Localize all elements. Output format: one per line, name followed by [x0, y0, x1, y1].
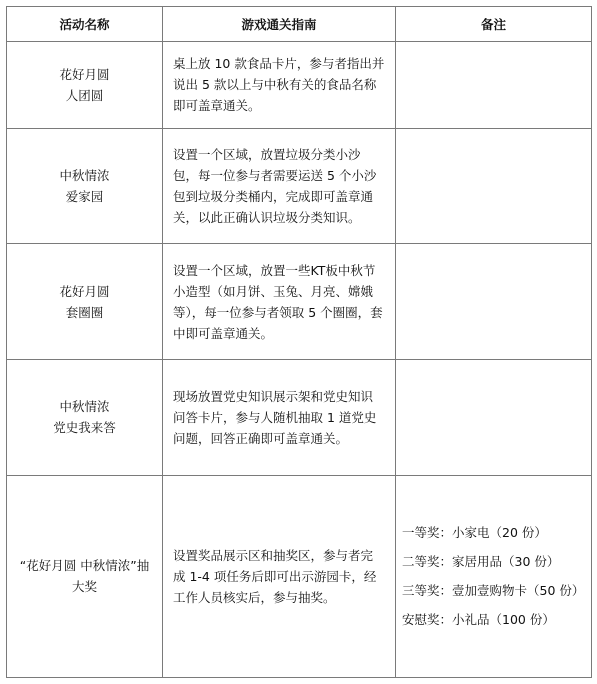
- activity-name-line: 套圈圈: [65, 304, 104, 320]
- activity-name-line: “花好月圆 中秋情浓”抽: [19, 558, 150, 574]
- game-guide-cell: 现场放置党史知识展示架和党史知识问答卡片，参与人随机抽取 1 道党史问题，回答正确即可盖章通关。: [163, 359, 396, 475]
- activity-name-cell: [7, 359, 163, 475]
- activity-name-cell: [7, 128, 163, 244]
- activity-name-cell: [7, 42, 163, 129]
- remarks-cell: [396, 128, 592, 244]
- activity-name-line: 中秋情浓: [59, 168, 110, 184]
- activity-name-line: 爱家园: [65, 189, 104, 205]
- activity-name-line: 花好月圆: [59, 283, 110, 299]
- game-guide-cell: 桌上放 10 款食品卡片，参与者指出并说出 5 款以上与中秋有关的食品名称即可盖章通关。: [163, 42, 396, 129]
- activity-name-cell: [7, 244, 163, 360]
- table-row: [7, 42, 592, 129]
- activity-name-cell: [7, 475, 163, 677]
- prize-third: 三等奖：壹加壹购物卡（50 份）: [402, 583, 585, 599]
- table-row: [7, 475, 592, 677]
- header-activity-name: 活动名称: [7, 7, 163, 42]
- activity-name-line: 中秋情浓: [59, 399, 110, 415]
- remarks-cell: [396, 359, 592, 475]
- activity-name-line: 大奖: [71, 579, 97, 595]
- table-row: [7, 128, 592, 244]
- prize-second: 二等奖：家居用品（30 份）: [402, 554, 560, 570]
- activity-name-line: 党史我来答: [53, 420, 116, 436]
- game-guide-cell: 设置奖品展示区和抽奖区，参与者完成 1-4 项任务后即可出示游园卡，经工作人员核实后，参与抽奖。: [163, 475, 396, 677]
- activity-name-line: 人团圆: [65, 87, 104, 103]
- remarks-cell: [396, 475, 592, 677]
- table-row: [7, 359, 592, 475]
- prize-first: 一等奖：小家电（20 份）: [402, 525, 547, 541]
- game-guide-cell: 设置一个区域，放置垃圾分类小沙包，每一位参与者需要运送 5 个小沙包到垃圾分类桶内，完成即可盖章通关，以此正确认识垃圾分类知识。: [163, 128, 396, 244]
- header-remarks: 备注: [396, 7, 592, 42]
- prize-consolation: 安慰奖：小礼品（100 份）: [402, 612, 555, 628]
- game-guide-cell: 设置一个区域，放置一些KT板中秋节小造型（如月饼、玉兔、月亮、嫦娥等），每一位参与者领取 5 个圈圈，套中即可盖章通关。: [163, 244, 396, 360]
- remarks-cell: [396, 244, 592, 360]
- activity-table: [6, 6, 592, 678]
- header-row: [7, 7, 592, 42]
- header-game-guide: 游戏通关指南: [163, 7, 396, 42]
- remarks-cell: [396, 42, 592, 129]
- activity-name-line: 花好月圆: [59, 66, 110, 82]
- table-row: [7, 244, 592, 360]
